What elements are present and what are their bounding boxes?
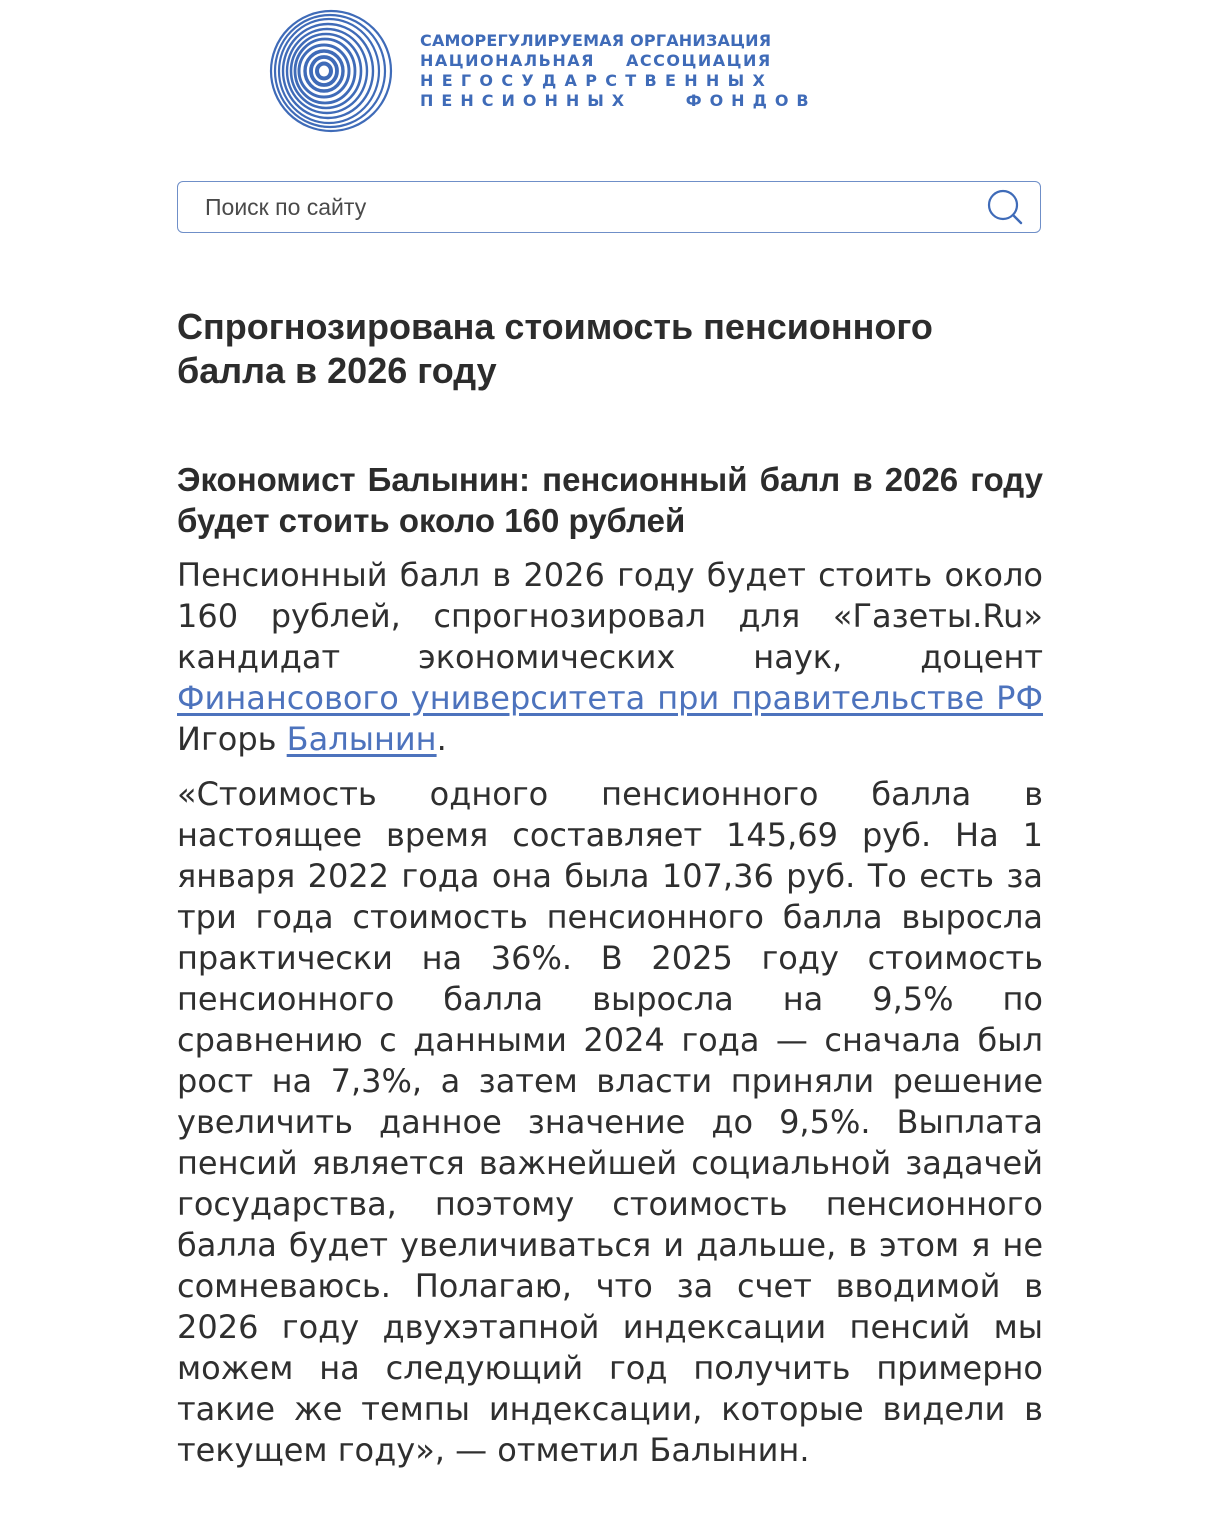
balynin-link[interactable]: Балынин (286, 720, 437, 758)
paragraph-text: Игорь (177, 720, 287, 758)
organization-name (420, 31, 850, 111)
org-name-line-4: ПЕНСИОННЫХ ФОНДОВ (420, 91, 817, 110)
concentric-spiral-logo-icon[interactable] (268, 8, 394, 134)
org-name-line-1: САМОРЕГУЛИРУЕМАЯ ОРГАНИЗАЦИЯ (420, 31, 772, 50)
org-name-line-2: НАЦИОНАЛЬНАЯ АССОЦИАЦИЯ (420, 51, 772, 70)
search-bar (177, 181, 1041, 233)
financial-university-link[interactable]: Финансового университета при правительстве РФ (177, 679, 1043, 717)
site-header (268, 8, 850, 134)
article-paragraph-1 (177, 555, 1043, 760)
article-paragraph-2: «Стоимость одного пенсионного балла в настоящее время составляет 145,69 руб. На 1 января 2022 года она была 107,36 руб. То есть за три года стоимость пенсионного балла выросла практически на 36%. В 2025 году стоимость пенсионного балла выросла на 9,5% по сравнению с данными 2024 года — сначала был рост на 7,3%, а затем власти приняли решение увеличить данное значение до 9,5%. Выплата пенсий является важнейшей социальной задачей государства, поэтому стоимость пенсионного балла будет увеличиваться и дальше, в этом я не сомневаюсь. Полагаю, что за счет вводимой в 2026 году двухэтапной индексации пенсий мы можем на следующий год получить примерно такие же темпы индексации, которые видели в текущем году», — отметил Балынин. (177, 775, 1043, 1469)
search-icon[interactable] (986, 188, 1024, 226)
page-title: Спрогнозирована стоимость пенсионного балла в 2026 году (177, 306, 933, 391)
org-name-line-3: НЕГОСУДАРСТВЕННЫХ (420, 71, 774, 90)
article (177, 305, 1043, 1471)
paragraph-text: . (436, 720, 447, 758)
article-subtitle: Экономист Балынин: пенсионный балл в 2026 году будет стоить около 160 рублей (177, 461, 1043, 539)
paragraph-text: Пенсионный балл в 2026 году будет стоить около 160 рублей, спрогнозировал для «Газеты.Ru» кандидат экономических наук, доцент (177, 556, 1043, 676)
search-input[interactable] (178, 182, 986, 232)
